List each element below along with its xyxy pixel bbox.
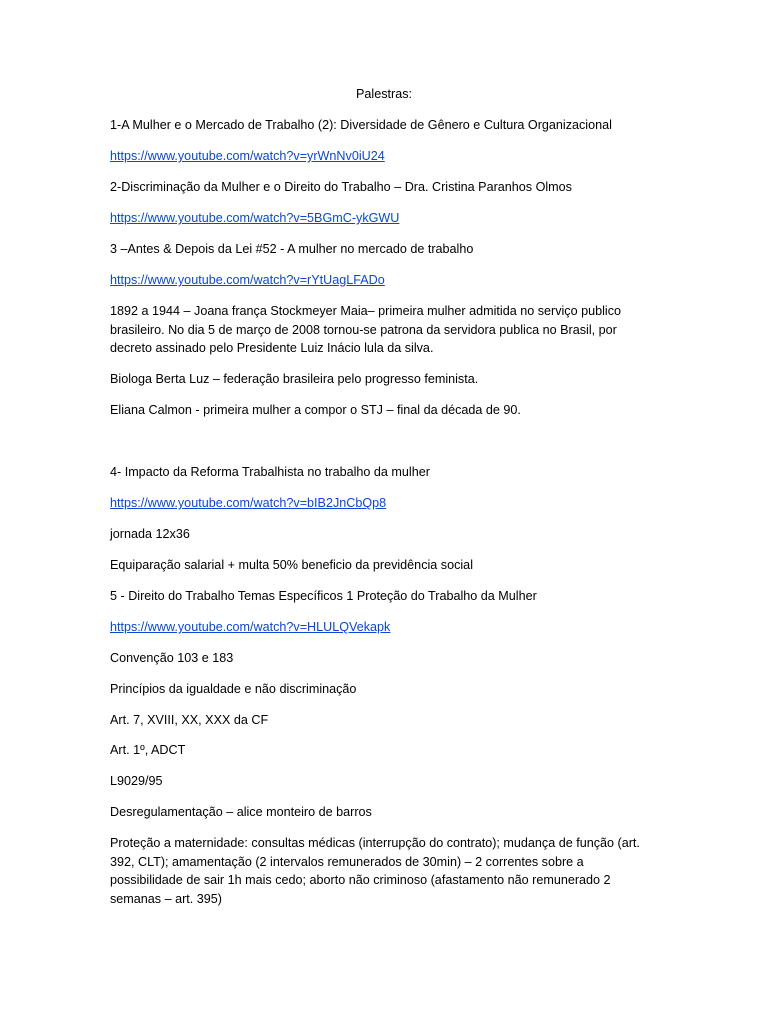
talk-2-heading: 2-Discriminação da Mulher e o Direito do Trabalho – Dra. Cristina Paranhos Olmos [110, 180, 572, 194]
talk-1-heading: 1-A Mulher e o Mercado de Trabalho (2): Diversidade de Gênero e Cultura Organizacional [110, 118, 612, 132]
talk-1-youtube-link[interactable]: https://www.youtube.com/watch?v=yrWnNv0iU24 [110, 149, 385, 163]
talk-4-link-row [110, 494, 670, 513]
talk-3-youtube-link[interactable]: https://www.youtube.com/watch?v=rYtUagLFADo [110, 273, 385, 287]
talk-3-heading: 3 –Antes & Depois da Lei #52 - A mulher no mercado de trabalho [110, 242, 474, 256]
talk-2-youtube-link[interactable]: https://www.youtube.com/watch?v=5BGmC-ykGWU [110, 211, 400, 225]
note-joana-maia: 1892 a 1944 – Joana frança Stockmeyer Maia– primeira mulher admitida no serviço publico brasileiro. No dia 5 de março de 2008 tornou-se patrona da servidora publica no Brasil, por decreto assinado pelo Presidente Luiz Inácio lula da silva. [110, 304, 622, 356]
note-equiparacao: Equiparação salarial + multa 50% beneficio da previdência social [110, 558, 473, 572]
note-jornada: jornada 12x36 [110, 527, 190, 541]
talk-5-youtube-link[interactable]: https://www.youtube.com/watch?v=HLULQVekapk [110, 620, 391, 634]
talk-4-heading: 4- Impacto da Reforma Trabalhista no trabalho da mulher [110, 465, 430, 479]
note-desregulamentacao: Desregulamentação – alice monteiro de barros [110, 805, 372, 819]
note-principios: Princípios da igualdade e não discriminação [110, 682, 357, 696]
note-art-7: Art. 7, XVIII, XX, XXX da CF [110, 713, 269, 727]
talk-5-link-row [110, 618, 670, 637]
talk-5-heading: 5 - Direito do Trabalho Temas Específicos 1 Proteção do Trabalho da Mulher [110, 589, 537, 603]
note-protecao-maternidade: Proteção a maternidade: consultas médicas (interrupção do contrato); mudança de função (art. 392, CLT); amamentação (2 intervalos remunerados de 30min) – 2 correntes sobre a possibilidade de sair 1h mais cedo; aborto não criminoso (afastamento não remunerado 2 semanas – art. 395) [110, 836, 640, 906]
talk-4-youtube-link[interactable]: https://www.youtube.com/watch?v=bIB2JnCbQp8 [110, 496, 387, 510]
document-title: Palestras: [356, 87, 412, 101]
note-convencao: Convenção 103 e 183 [110, 651, 234, 665]
talk-1-link-row [110, 147, 670, 166]
note-lei-9029: L9029/95 [110, 774, 163, 788]
note-eliana-calmon: Eliana Calmon - primeira mulher a compor o STJ – final da década de 90. [110, 403, 521, 417]
talk-2-link-row [110, 209, 670, 228]
note-berta-luz: Biologa Berta Luz – federação brasileira pelo progresso feminista. [110, 372, 479, 386]
note-art-1-adct: Art. 1º, ADCT [110, 743, 186, 757]
talk-3-link-row [110, 271, 670, 290]
